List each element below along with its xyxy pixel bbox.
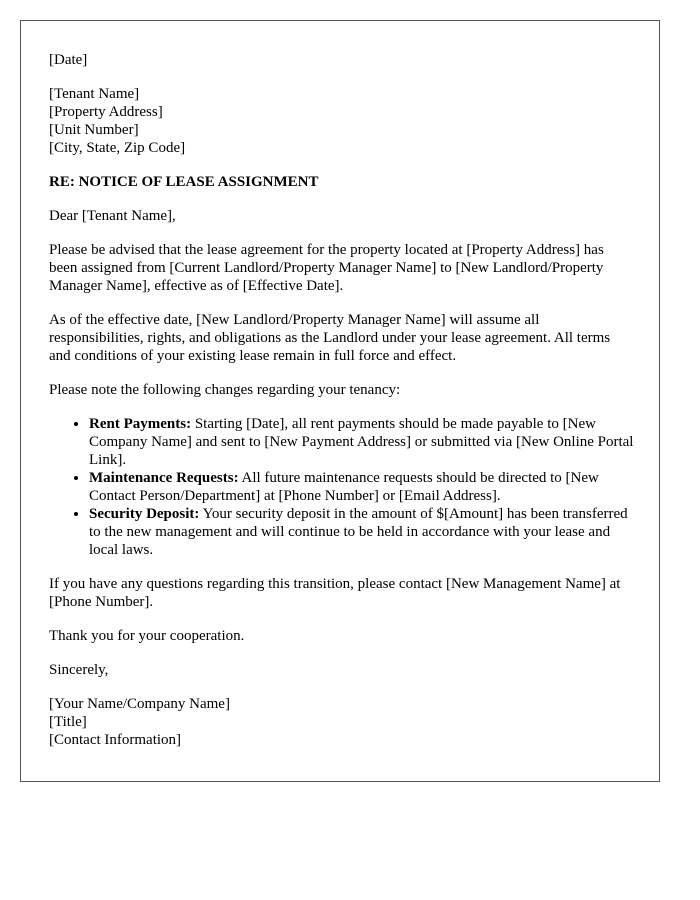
recipient-name: [Tenant Name] (49, 86, 140, 102)
paragraph-questions: If you have any questions regarding this transition, please contact [New Management Name] at [Phone Number]. (49, 576, 621, 610)
recipient-address-block (49, 85, 635, 157)
letter-page (20, 20, 660, 782)
list-item-term: Rent Payments: (89, 416, 192, 432)
list-item-term: Security Deposit: (89, 506, 200, 522)
list-item-term: Maintenance Requests: (89, 470, 239, 486)
signature-contact: [Contact Information] (49, 732, 182, 748)
paragraph-changes-intro: Please note the following changes regarding your tenancy: (49, 382, 401, 398)
letter-subject: RE: NOTICE OF LEASE ASSIGNMENT (49, 174, 319, 190)
recipient-property-address: [Property Address] (49, 104, 163, 120)
paragraph-assignment-notice: Please be advised that the lease agreement for the property located at [Property Address] has been assigned from [Current Landlord/Property Manager Name] to [New Landlord/Property Manager Name], effective as of [Effective Date]. (49, 242, 604, 294)
list-item-text: All future maintenance requests should be directed to [New Contact Person/Department] at [Phone Number] or [Email Address]. (89, 470, 599, 504)
list-item-text: Starting [Date], all rent payments should be made payable to [New Company Name] and sent to [New Payment Address] or submitted via [New Online Portal Link]. (89, 416, 634, 468)
recipient-city-state-zip: [City, State, Zip Code] (49, 140, 186, 156)
paragraph-thanks: Thank you for your cooperation. (49, 628, 245, 644)
recipient-unit: [Unit Number] (49, 122, 139, 138)
changes-list (49, 415, 635, 559)
paragraph-responsibilities: As of the effective date, [New Landlord/Property Manager Name] will assume all responsibilities, rights, and obligations as the Landlord under your lease agreement. All terms and conditions of your existing lease remain in full force and effect. (49, 312, 611, 364)
signature-block (49, 695, 635, 749)
letter-closing: Sincerely, (49, 662, 109, 678)
list-item-security-deposit (89, 505, 635, 559)
letter-date: [Date] (49, 52, 88, 68)
list-item-rent-payments (89, 415, 635, 469)
signature-title: [Title] (49, 714, 87, 730)
signature-name: [Your Name/Company Name] (49, 696, 230, 712)
letter-salutation: Dear [Tenant Name], (49, 208, 176, 224)
list-item-text: Your security deposit in the amount of $[Amount] has been transferred to the new management and will continue to be held in accordance with your lease and local laws. (89, 506, 628, 558)
list-item-maintenance-requests (89, 469, 635, 505)
